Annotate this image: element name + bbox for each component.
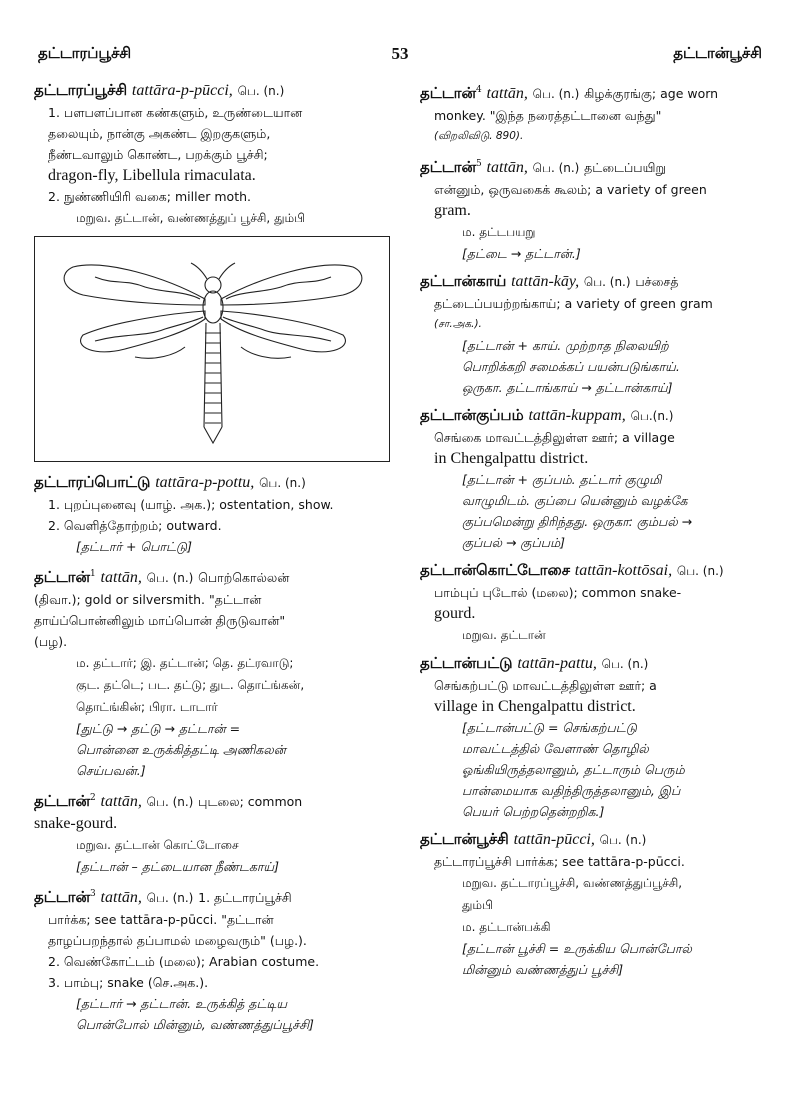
definition-line: நீண்டவாலும் கொண்ட, பறக்கும் பூச்சி; (48, 147, 268, 162)
running-head-left: தட்டாரப்பூச்சி (38, 44, 132, 62)
etymology: [தட்டார் + பொட்டு] (76, 539, 192, 554)
entry-headline (34, 884, 390, 909)
entry-headline (420, 560, 772, 582)
definition-line: தாய்ப்பொன்னிலும் மாப்பொன் திருடுவான்" (34, 613, 286, 628)
etymology-line: [தட்டான் + காய். முற்றாத நிலையிற் (462, 338, 669, 353)
dictionary-entry (34, 472, 390, 557)
definition-line: monkey. "இந்த நரைத்தட்டானை வந்து" (434, 108, 662, 123)
definition-line: தலையும், நான்கு அகண்ட இறகுகளும், (48, 126, 271, 141)
definition-line: 3. பாம்பு; snake (செ.அக.). (48, 975, 209, 990)
entry-headline (420, 829, 772, 851)
etymology-line: [தட்டான் + குப்பம். தட்டார் குழுமி (462, 472, 662, 487)
definition-line: செங்கை மாவட்டத்திலுள்ள ஊர்; a village (434, 430, 675, 445)
definition-line: dragon-fly, Libellula rimaculata. (48, 167, 256, 184)
transliteration: tattāra-p-pottu, (155, 474, 255, 491)
etymology-line: பொறிக்கறி சமைக்கப் பயன்படுங்காய். (462, 359, 680, 374)
part-of-speech: பெ. (n.) (146, 571, 194, 585)
cognates-line: குட. தட்டெ; பட. தட்டு; துட. தொட்ங்கன், (76, 678, 305, 692)
headword: தட்டான்குப்பம் (420, 406, 524, 424)
definition-line: பார்க்க; see tattāra-p-pūcci. "தட்டான் (48, 912, 274, 927)
dictionary-entry (420, 80, 772, 147)
synonyms-line: தும்பி (462, 898, 494, 912)
page-number: 53 (391, 44, 409, 63)
etymology-line: மாவட்டத்தில் வேளாண் தொழில் (462, 741, 649, 756)
part-of-speech: பெ. (n.) (146, 795, 194, 809)
definition-line: snake-gourd. (34, 815, 118, 832)
transliteration: tattān-kottōsai, (574, 562, 673, 579)
definition-line: பாம்புப் புடோல் (மலை); common snake- (434, 585, 682, 600)
etymology-line: ஓங்கியிருத்தலானும், தட்டாரும் பெரும் (462, 762, 685, 777)
entry-headline (420, 653, 772, 675)
dictionary-entry (34, 788, 390, 877)
etymology: [தட்டை → தட்டான்.] (462, 246, 581, 261)
part-of-speech: பெ.(n.) (630, 409, 674, 423)
definition-line: தாழப்பறந்தால் தப்பாமல் மழைவரும்" (பழ.). (48, 933, 307, 948)
definition-start: பச்சைத் (635, 274, 679, 289)
definition-line: (விறலிவிடு. 890). (434, 130, 524, 142)
definition-line: செங்கற்பட்டு மாவட்டத்திலுள்ள ஊர்; a (434, 678, 657, 693)
part-of-speech: பெ. (n.) (601, 657, 649, 671)
etymology-line: ஒருகா. தட்டாங்காய் → தட்டான்காய்] (462, 380, 673, 395)
etymology-line: பெயர் பெற்றதென்றறிக.] (462, 804, 605, 819)
dictionary-entry (420, 154, 772, 264)
definition-line: 1. பளபளப்பான கண்களும், உருண்டையான (48, 105, 303, 120)
definition-start: பொற்கொல்லன் (198, 570, 290, 585)
etymology-line: [தட்டான் பூச்சி = உருக்கிய பொன்போல் (462, 941, 692, 956)
part-of-speech: பெ. (n.) (583, 275, 631, 289)
left-column (34, 80, 390, 1042)
definition-start: புடலை; common (198, 794, 303, 809)
homonym-number: 4 (476, 85, 482, 95)
etymology-line: குப்பல் → குப்பம்] (462, 535, 566, 550)
entry-headline (420, 80, 772, 105)
headword: தட்டான் (34, 888, 91, 906)
part-of-speech: பெ. (n.) (599, 833, 647, 847)
transliteration: tattān, (100, 569, 142, 586)
transliteration: tattān, (486, 85, 528, 102)
dictionary-entry (34, 564, 390, 781)
dictionary-entry (420, 829, 772, 980)
etymology-line: குப்பமென்று திரிந்தது. ஒருகா: கும்பல் → (462, 514, 693, 529)
cognates-line: ம. தட்டார்; இ. தட்டான்; தெ. தட்ரவாடு; (76, 656, 294, 670)
page-header (0, 44, 800, 68)
entry-headline (34, 472, 390, 494)
etymology-line: [துட்டு → தட்டு → தட்டான் = (76, 721, 241, 736)
headword: தட்டான்பட்டு (420, 654, 513, 672)
synonyms-line: மறுவ. தட்டாரப்பூச்சி, வண்ணத்துப்பூச்சி, (462, 876, 683, 890)
headword: தட்டான்கொட்டோசை (420, 561, 570, 579)
cognates-line: தொட்ங்கின்; பிரா. டாடார் (76, 700, 218, 714)
definition-start: கிழக்குரங்கு; age worn (584, 86, 719, 101)
homonym-number: 3 (90, 889, 96, 899)
entry-headline (34, 80, 390, 102)
etymology: [தட்டான் – தட்டையான நீண்டகாய்] (76, 859, 279, 874)
dictionary-entry (34, 80, 390, 229)
homonym-number: 2 (90, 793, 96, 803)
part-of-speech: பெ. (n.) (676, 564, 724, 578)
definition-line: 2. வெளித்தோற்றம்; outward. (48, 518, 222, 533)
entry-headline (34, 788, 390, 813)
definition-start: 1. தட்டாரப்பூச்சி (198, 890, 292, 905)
entry-headline (420, 271, 772, 293)
transliteration: tattān, (100, 793, 142, 810)
transliteration: tattān, (100, 889, 142, 906)
etymology-line: [தட்டார் → தட்டான். உருக்கித் தட்டிய (76, 996, 288, 1011)
definition-line: gram. (434, 202, 471, 219)
definition-line: தட்டைப்பயற்றங்காய்; a variety of green gram (434, 296, 713, 311)
transliteration: tattān-kuppam, (528, 407, 626, 424)
definition-line: 2. நுண்ணியிரி வகை; miller moth. (48, 189, 251, 204)
part-of-speech: பெ. (n.) (532, 161, 580, 175)
transliteration: tattān-kāy, (511, 273, 580, 290)
dragonfly-illustration-icon (35, 237, 388, 460)
dictionary-entry (420, 653, 772, 822)
etymology-line: பொன்னை உருக்கித்தட்டி அணிகலன் (76, 742, 286, 757)
part-of-speech: பெ. (n.) (259, 476, 306, 490)
etymology-line: [தட்டான்பட்டு = செங்கற்பட்டு (462, 720, 637, 735)
dictionary-entry (420, 271, 772, 398)
etymology-line: மின்னும் வண்ணத்துப் பூச்சி] (462, 962, 624, 977)
definition-line: (பழ). (34, 634, 68, 649)
transliteration: tattān-pattu, (517, 655, 597, 672)
etymology-line: வாழுமிடம். குப்பை யென்னும் வழக்கே (462, 493, 688, 508)
right-column (420, 80, 772, 987)
entry-headline (34, 564, 390, 589)
synonyms: மறுவ. தட்டான், வண்ணத்துப் பூச்சி, தும்பி (76, 211, 306, 225)
synonyms: மறுவ. தட்டான் கொட்டோசை (76, 838, 239, 852)
transliteration: tattān, (486, 159, 528, 176)
headword: தட்டான்காய் (420, 272, 507, 290)
homonym-number: 1 (90, 569, 96, 579)
entry-headline (420, 405, 772, 427)
transliteration: tattān-pūcci, (513, 831, 595, 848)
definition-line: in Chengalpattu district. (434, 450, 589, 467)
headword: தட்டான் (34, 792, 91, 810)
dictionary-entry (420, 405, 772, 553)
definition-line: தட்டாரப்பூச்சி பார்க்க; see tattāra-p-pūcci. (434, 854, 685, 869)
headword: தட்டாரப்பூச்சி (34, 81, 128, 99)
definition-line: என்னும், ஒருவகைக் கூலம்; a variety of green (434, 182, 707, 197)
definition-line: 2. வெண்கோட்டம் (மலை); Arabian costume. (48, 954, 320, 969)
definition-start: தட்டைப்பயிறு (584, 160, 666, 175)
headword: தட்டான் (420, 158, 477, 176)
headword: தட்டான் (420, 84, 477, 102)
dragonfly-figure (34, 236, 390, 462)
definition-line: village in Chengalpattu district. (434, 698, 636, 715)
definition-line: 1. புறப்புனைவு (யாழ். அக.); ostentation, show. (48, 497, 334, 512)
entry-headline (420, 154, 772, 179)
definition-line: (சா.அக.). (434, 318, 482, 330)
part-of-speech: பெ. (n.) (146, 891, 194, 905)
dictionary-entry (34, 884, 390, 1035)
synonyms: மறுவ. தட்டான் (462, 628, 546, 642)
headword: தட்டான் (34, 568, 91, 586)
etymology-line: பான்மையாக வதிந்திருத்தலானும், இப் (462, 783, 681, 798)
cognates: ம. தட்டான்பக்கி (462, 920, 551, 934)
transliteration: tattāra-p-pūcci, (131, 82, 233, 99)
etymology-line: பொன்போல் மின்னும், வண்ணத்துப்பூச்சி] (76, 1017, 314, 1032)
definition-line: gourd. (434, 605, 476, 622)
part-of-speech: பெ. (n.) (237, 84, 285, 98)
headword: தட்டாரப்பொட்டு (34, 473, 151, 491)
headword: தட்டான்பூச்சி (420, 830, 509, 848)
dictionary-entry (420, 560, 772, 646)
homonym-number: 5 (476, 159, 482, 169)
definition-line: (திவா.); gold or silversmith. "தட்டான் (34, 592, 262, 607)
running-head-right: தட்டான்பூச்சி (673, 44, 762, 62)
etymology-line: செய்பவன்.] (76, 763, 146, 778)
cognates: ம. தட்டபயறு (462, 225, 536, 239)
part-of-speech: பெ. (n.) (532, 87, 580, 101)
